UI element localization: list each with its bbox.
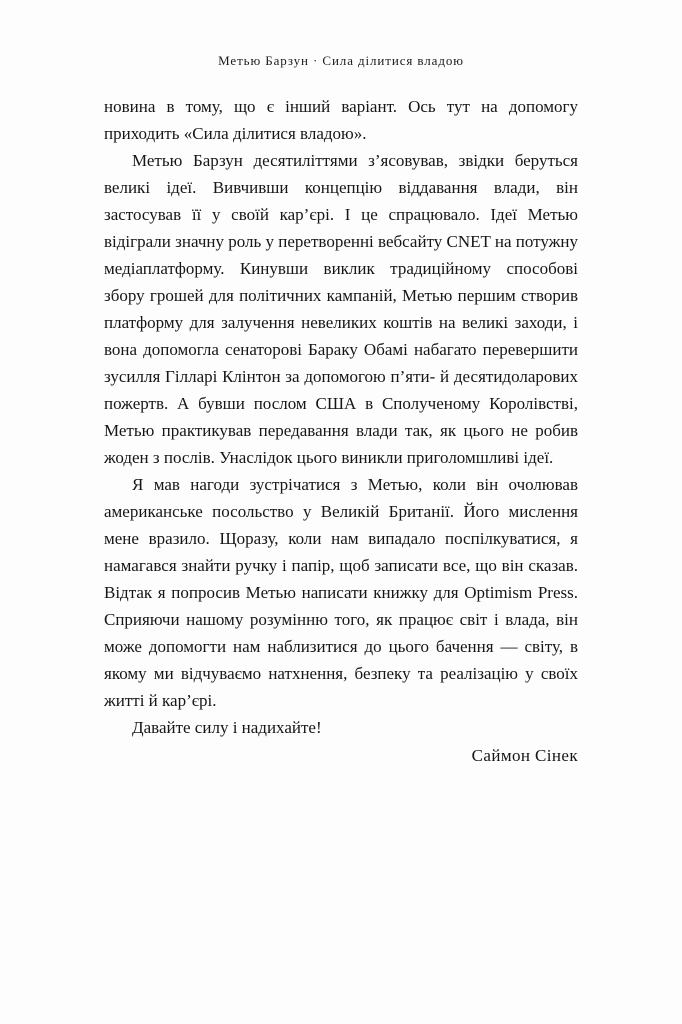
author-signature: Саймон Сінек — [471, 746, 578, 765]
text-block — [104, 93, 578, 769]
body-paragraph: Я мав нагоди зустрічатися з Метью, коли він очолював американське посольство у Великій Британії. Його мислення мене вразило. Щоразу, коли нам випадало поспілкуватися, я намагався знайти ручку і папір, щоб записати все, що він сказав. Відтак я попросив Метью написати книжку для Optimism Press. Сприяючи нашому розумінню того, як працює світ і влада, він може допомогти нам наблизитися до цього бачення — світу, в якому ми відчуваємо натхнення, безпеку та реалізацію у своїх житті й кар’єрі. — [104, 475, 578, 710]
body-paragraph: Давайте силу і надихайте! — [132, 718, 322, 737]
body-paragraph: Метью Барзун десятиліттями з’ясовував, звідки беруться великі ідеї. Вивчивши концепцію віддавання влади, він застосував її у своїй кар’єрі. І це спрацювало. Ідеї Метью відіграли значну роль у перетворенні вебсайту CNET на потужну медіаплатформу. Кинувши виклик традиційному способові збору грошей для політичних кампаній, Метью першим створив платформу для залучення невеликих коштів на великі заходи, і вона допомогла сенаторові Бараку Обамі набагато перевершити зусилля Гілларі Клінтон за допомогою п’яти- й десятидоларових пожертв. А бувши послом США в Сполученому Королівстві, Метью практикував передавання влади так, як цього не робив жоден з послів. Унаслідок цього виникли приголомшливі ідеї. — [104, 151, 578, 467]
body-paragraph: новина в тому, що є інший варіант. Ось тут на допомогу приходить «Сила ділитися владою». — [104, 97, 578, 143]
running-header: Метью Барзун · Сила ділитися владою — [218, 53, 464, 68]
